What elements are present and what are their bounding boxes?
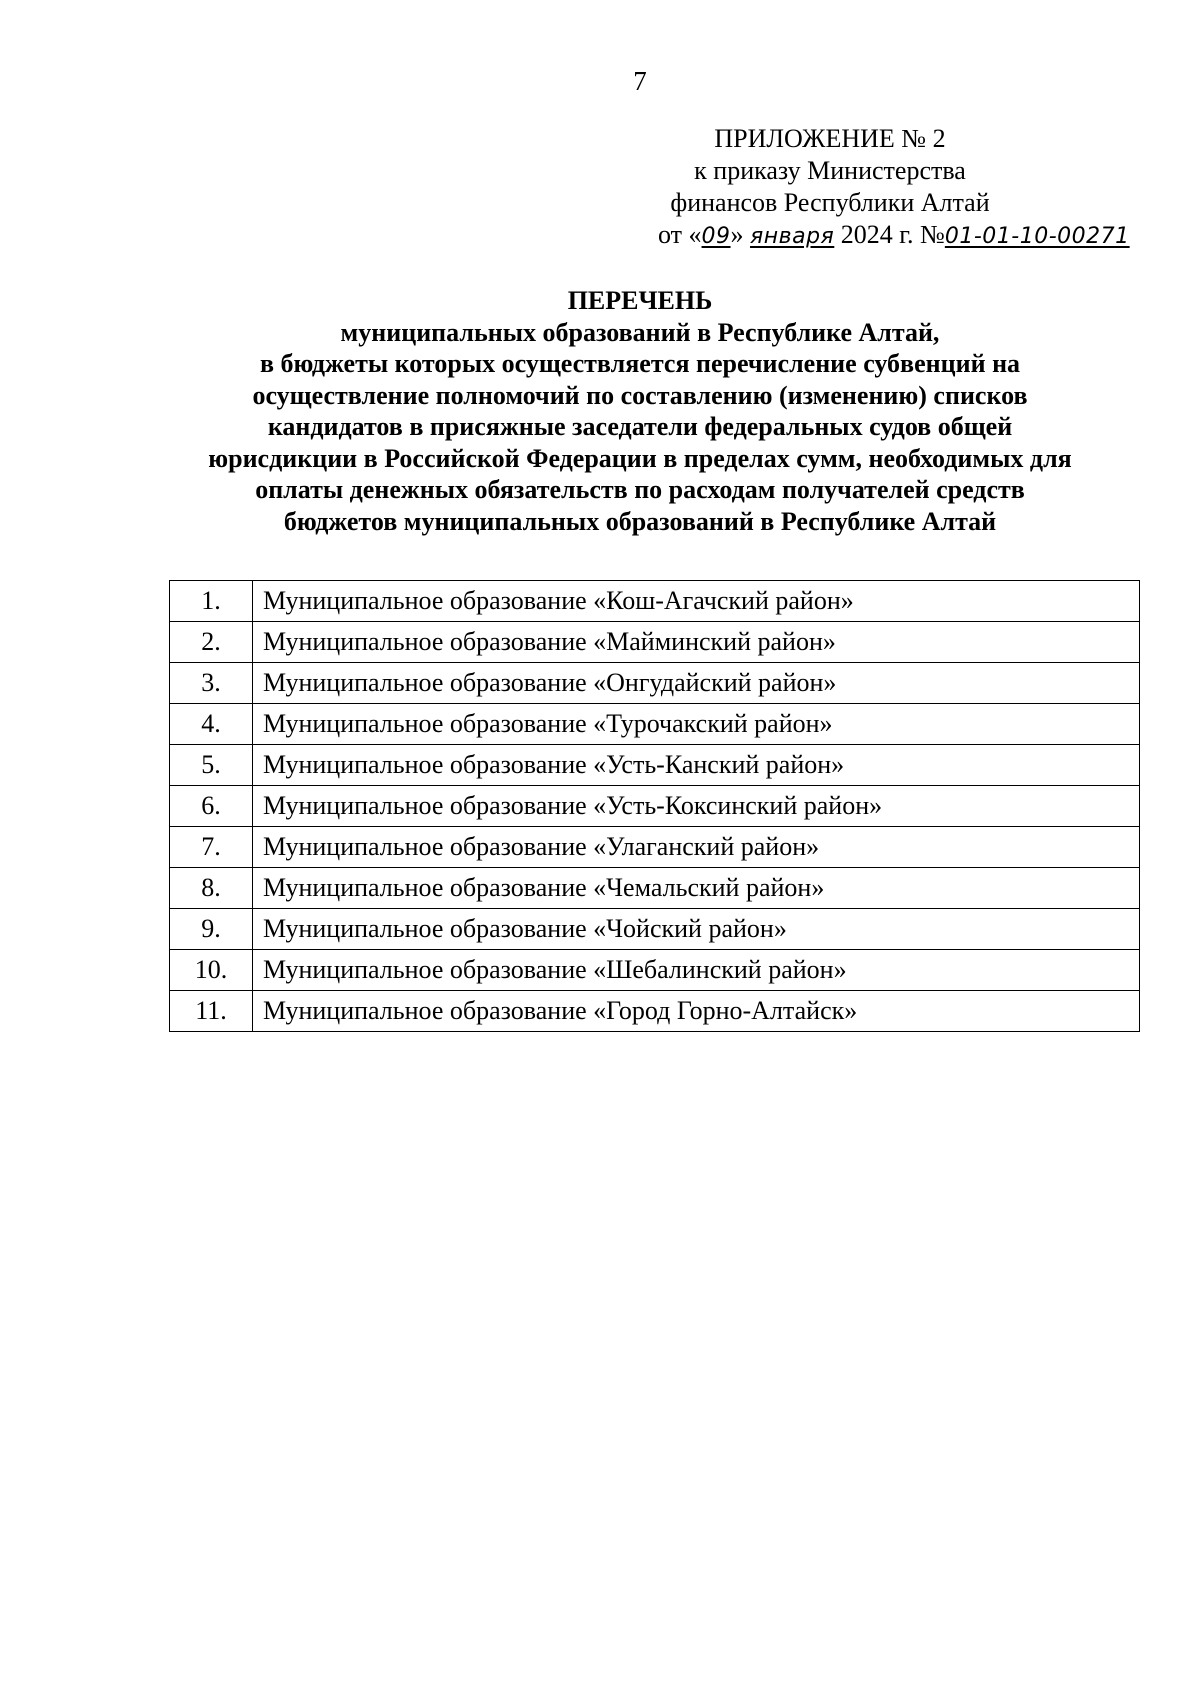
municipality-name: Муниципальное образование «Шебалинский район» xyxy=(253,950,1140,991)
municipality-name: Муниципальное образование «Город Горно-Алтайск» xyxy=(253,991,1140,1032)
heading-line: бюджетов муниципальных образований в Республике Алтай xyxy=(283,506,997,536)
heading-line: юрисдикции в Российской Федерации в пределах сумм, необходимых для xyxy=(208,443,1072,473)
row-number: 5. xyxy=(170,745,253,786)
row-number: 11. xyxy=(170,991,253,1032)
appendix-order-line-1: к приказу Министерства xyxy=(694,156,966,185)
row-number: 7. xyxy=(170,827,253,868)
handwritten-day: 09 xyxy=(701,224,731,249)
table-row xyxy=(170,950,1140,991)
row-number: 2. xyxy=(170,622,253,663)
date-year: 2024 г. № xyxy=(840,220,945,249)
row-number: 1. xyxy=(170,581,253,622)
heading-line: в бюджеты которых осуществляется перечисление субвенций на xyxy=(259,349,1021,378)
row-number: 3. xyxy=(170,663,253,704)
handwritten-order-number: 01-01-10-00271 xyxy=(944,224,1130,249)
date-mid: » xyxy=(730,220,744,249)
table-row xyxy=(170,827,1140,868)
municipality-name: Муниципальное образование «Усть-Канский район» xyxy=(253,745,1140,786)
heading-line: оплаты денежных обязательств по расходам получателей средств xyxy=(255,475,1025,504)
municipality-name: Муниципальное образование «Кош-Агачский район» xyxy=(253,581,1140,622)
date-prefix: от « xyxy=(658,220,702,249)
table-row xyxy=(170,704,1140,745)
order-date-line xyxy=(658,219,1130,253)
heading-title: ПЕРЕЧЕНЬ xyxy=(567,286,713,315)
table-row xyxy=(170,786,1140,827)
table-row xyxy=(170,581,1140,622)
table-row xyxy=(170,868,1140,909)
heading-line: кандидатов в присяжные заседатели федеральных судов общей xyxy=(267,412,1013,441)
row-number: 6. xyxy=(170,786,253,827)
table-row xyxy=(170,991,1140,1032)
municipalities-table xyxy=(169,580,1140,1032)
appendix-header xyxy=(640,123,1130,253)
appendix-title: ПРИЛОЖЕНИЕ № 2 xyxy=(714,124,946,153)
row-number: 8. xyxy=(170,868,253,909)
table-row xyxy=(170,909,1140,950)
handwritten-month: января xyxy=(750,224,835,249)
municipality-name: Муниципальное образование «Турочакский район» xyxy=(253,704,1140,745)
municipality-name: Муниципальное образование «Майминский район» xyxy=(253,622,1140,663)
row-number: 4. xyxy=(170,704,253,745)
municipality-name: Муниципальное образование «Улаганский район» xyxy=(253,827,1140,868)
table-row xyxy=(170,745,1140,786)
heading-line: осуществление полномочий по составлению (изменению) списков xyxy=(252,380,1028,410)
page-number: 7 xyxy=(633,66,647,96)
municipality-name: Муниципальное образование «Усть-Коксинский район» xyxy=(253,786,1140,827)
municipality-name: Муниципальное образование «Чойский район» xyxy=(253,909,1140,950)
municipality-name: Муниципальное образование «Онгудайский район» xyxy=(253,663,1140,704)
municipality-name: Муниципальное образование «Чемальский район» xyxy=(253,868,1140,909)
heading-line: муниципальных образований в Республике Алтай, xyxy=(340,317,940,347)
row-number: 9. xyxy=(170,909,253,950)
list-heading xyxy=(140,285,1140,537)
table-row xyxy=(170,663,1140,704)
appendix-order-line-2: финансов Республики Алтай xyxy=(670,188,990,217)
table-row xyxy=(170,622,1140,663)
row-number: 10. xyxy=(170,950,253,991)
